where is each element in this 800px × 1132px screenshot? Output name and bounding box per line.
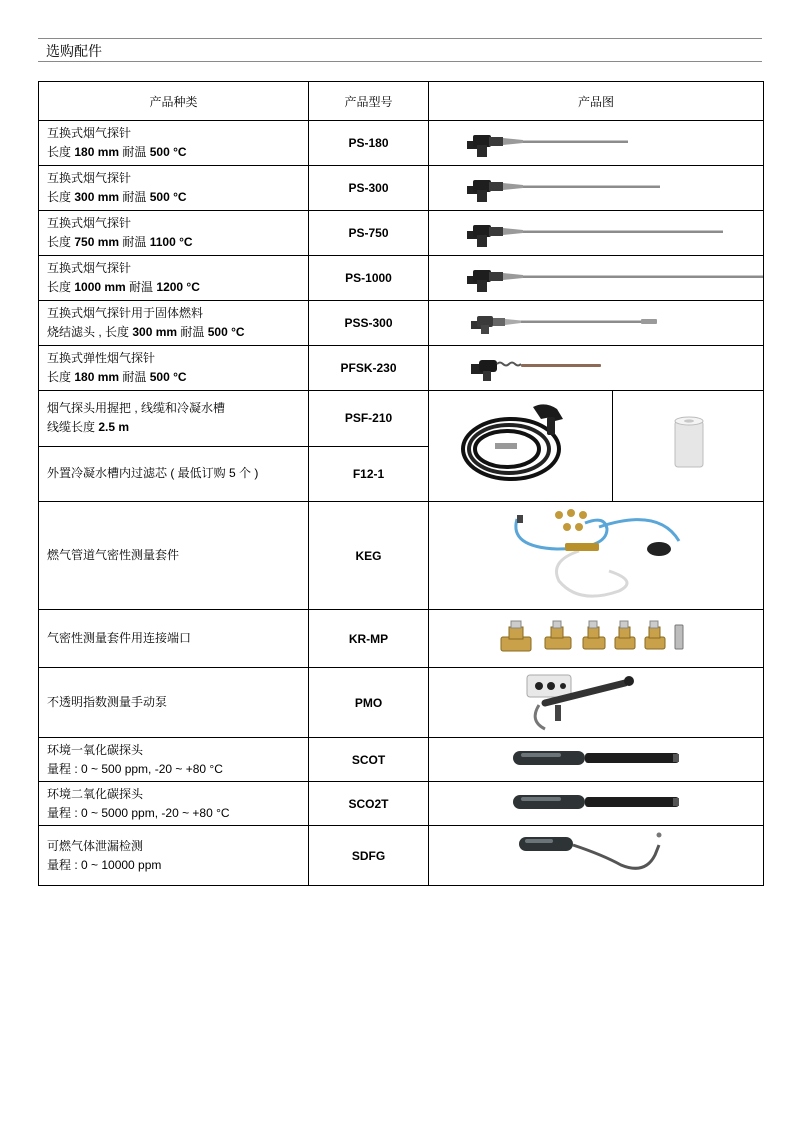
section-title: 选购配件 <box>46 43 102 59</box>
product-name-cell <box>39 301 309 346</box>
accessories-table <box>38 81 764 886</box>
table-row <box>39 166 764 211</box>
probe-flexible-image <box>429 346 764 391</box>
product-name: 气密性测量套件用连接端口 <box>47 631 192 645</box>
product-spec: 量程 : 0 ~ 500 ppm, -20 ~ +80 °C <box>47 761 223 776</box>
product-name: 环境二氧化碳探头 <box>47 786 144 801</box>
probe-short-image <box>429 121 764 166</box>
bottom-rule <box>38 61 762 62</box>
product-model: F12-1 <box>309 446 429 502</box>
product-spec: 长度 750 mm 耐温 1100 °C <box>47 235 193 249</box>
product-spec: 长度 1000 mm 耐温 1200 °C <box>47 280 200 294</box>
table-row <box>39 502 764 610</box>
product-name: 互换式烟气探针 <box>47 261 132 275</box>
product-name-cell <box>39 668 309 738</box>
co-probe-image <box>429 738 764 782</box>
product-spec: 烧结滤头 , 长度 300 mm 耐温 500 °C <box>47 325 245 339</box>
product-name: 互换式烟气探针 <box>47 171 132 185</box>
probe-solid-fuel-image <box>429 301 764 346</box>
hand-pump-image <box>429 668 764 738</box>
product-name-cell <box>39 256 309 301</box>
product-model: PMO <box>309 668 429 738</box>
product-name: 可燃气体泄漏检测 <box>47 838 144 853</box>
handle-cable-image <box>429 391 613 502</box>
filter-cartridge-image <box>613 391 764 502</box>
product-name-cell <box>39 391 309 447</box>
product-spec: 长度 180 mm 耐温 500 °C <box>47 145 187 159</box>
table-header-row <box>39 82 764 121</box>
product-name-cell <box>39 782 309 826</box>
product-name-cell <box>39 121 309 166</box>
product-model: KR-MP <box>309 610 429 668</box>
table-row <box>39 121 764 166</box>
product-name: 互换式烟气探针 <box>47 126 132 140</box>
product-name-cell <box>39 166 309 211</box>
product-model: PSS-300 <box>309 301 429 346</box>
probe-xlong-image <box>429 256 764 301</box>
co2-probe-image <box>429 782 764 826</box>
probe-medium-image <box>429 166 764 211</box>
product-model: KEG <box>309 502 429 610</box>
table-row <box>39 211 764 256</box>
product-spec: 线缆长度 2.5 m <box>47 420 130 435</box>
probe-long-image <box>429 211 764 256</box>
product-model: SDFG <box>309 826 429 886</box>
product-name: 烟气探头用握把 , 线缆和冷凝水槽 <box>47 401 226 416</box>
product-name: 互换式烟气探针 <box>47 216 132 230</box>
table-row <box>39 826 764 886</box>
product-name-cell <box>39 826 309 886</box>
product-name-cell <box>39 346 309 391</box>
product-name: 不透明指数测量手动泵 <box>47 695 168 709</box>
product-model: PS-180 <box>309 121 429 166</box>
product-spec: 长度 300 mm 耐温 500 °C <box>47 190 187 204</box>
product-name: 外置冷凝水槽内过滤芯 ( 最低订购 5 个 ) <box>47 466 259 481</box>
connection-adapters-image <box>429 610 764 668</box>
product-name-cell <box>39 502 309 610</box>
product-model: PS-300 <box>309 166 429 211</box>
product-model: PFSK-230 <box>309 346 429 391</box>
tightness-kit-image <box>429 502 764 610</box>
header-product-type: 产品种类 <box>39 82 309 121</box>
table-row <box>39 738 764 782</box>
product-name: 环境一氧化碳探头 <box>47 742 144 757</box>
product-name-cell <box>39 446 309 502</box>
product-name: 互换式弹性烟气探针 <box>47 351 156 365</box>
product-name-cell <box>39 738 309 782</box>
product-spec: 长度 180 mm 耐温 500 °C <box>47 370 187 384</box>
product-name-cell <box>39 610 309 668</box>
product-model: SCO2T <box>309 782 429 826</box>
product-name-cell <box>39 211 309 256</box>
table-row <box>39 346 764 391</box>
product-spec: 量程 : 0 ~ 5000 ppm, -20 ~ +80 °C <box>47 805 230 820</box>
product-model: PSF-210 <box>309 391 429 447</box>
top-rule <box>38 38 762 39</box>
product-name: 互换式烟气探针用于固体燃料 <box>47 306 204 320</box>
gas-leak-detector-image <box>429 826 764 886</box>
table-row <box>39 782 764 826</box>
table-row <box>39 301 764 346</box>
product-model: PS-1000 <box>309 256 429 301</box>
header-product-model: 产品型号 <box>309 82 429 121</box>
product-spec: 量程 : 0 ~ 10000 ppm <box>47 857 162 872</box>
table-row <box>39 610 764 668</box>
product-name: 燃气管道气密性测量套件 <box>47 548 180 562</box>
table-row <box>39 391 764 447</box>
product-model: PS-750 <box>309 211 429 256</box>
table-row <box>39 668 764 738</box>
table-row <box>39 256 764 301</box>
header-product-image: 产品图 <box>429 82 764 121</box>
product-model: SCOT <box>309 738 429 782</box>
